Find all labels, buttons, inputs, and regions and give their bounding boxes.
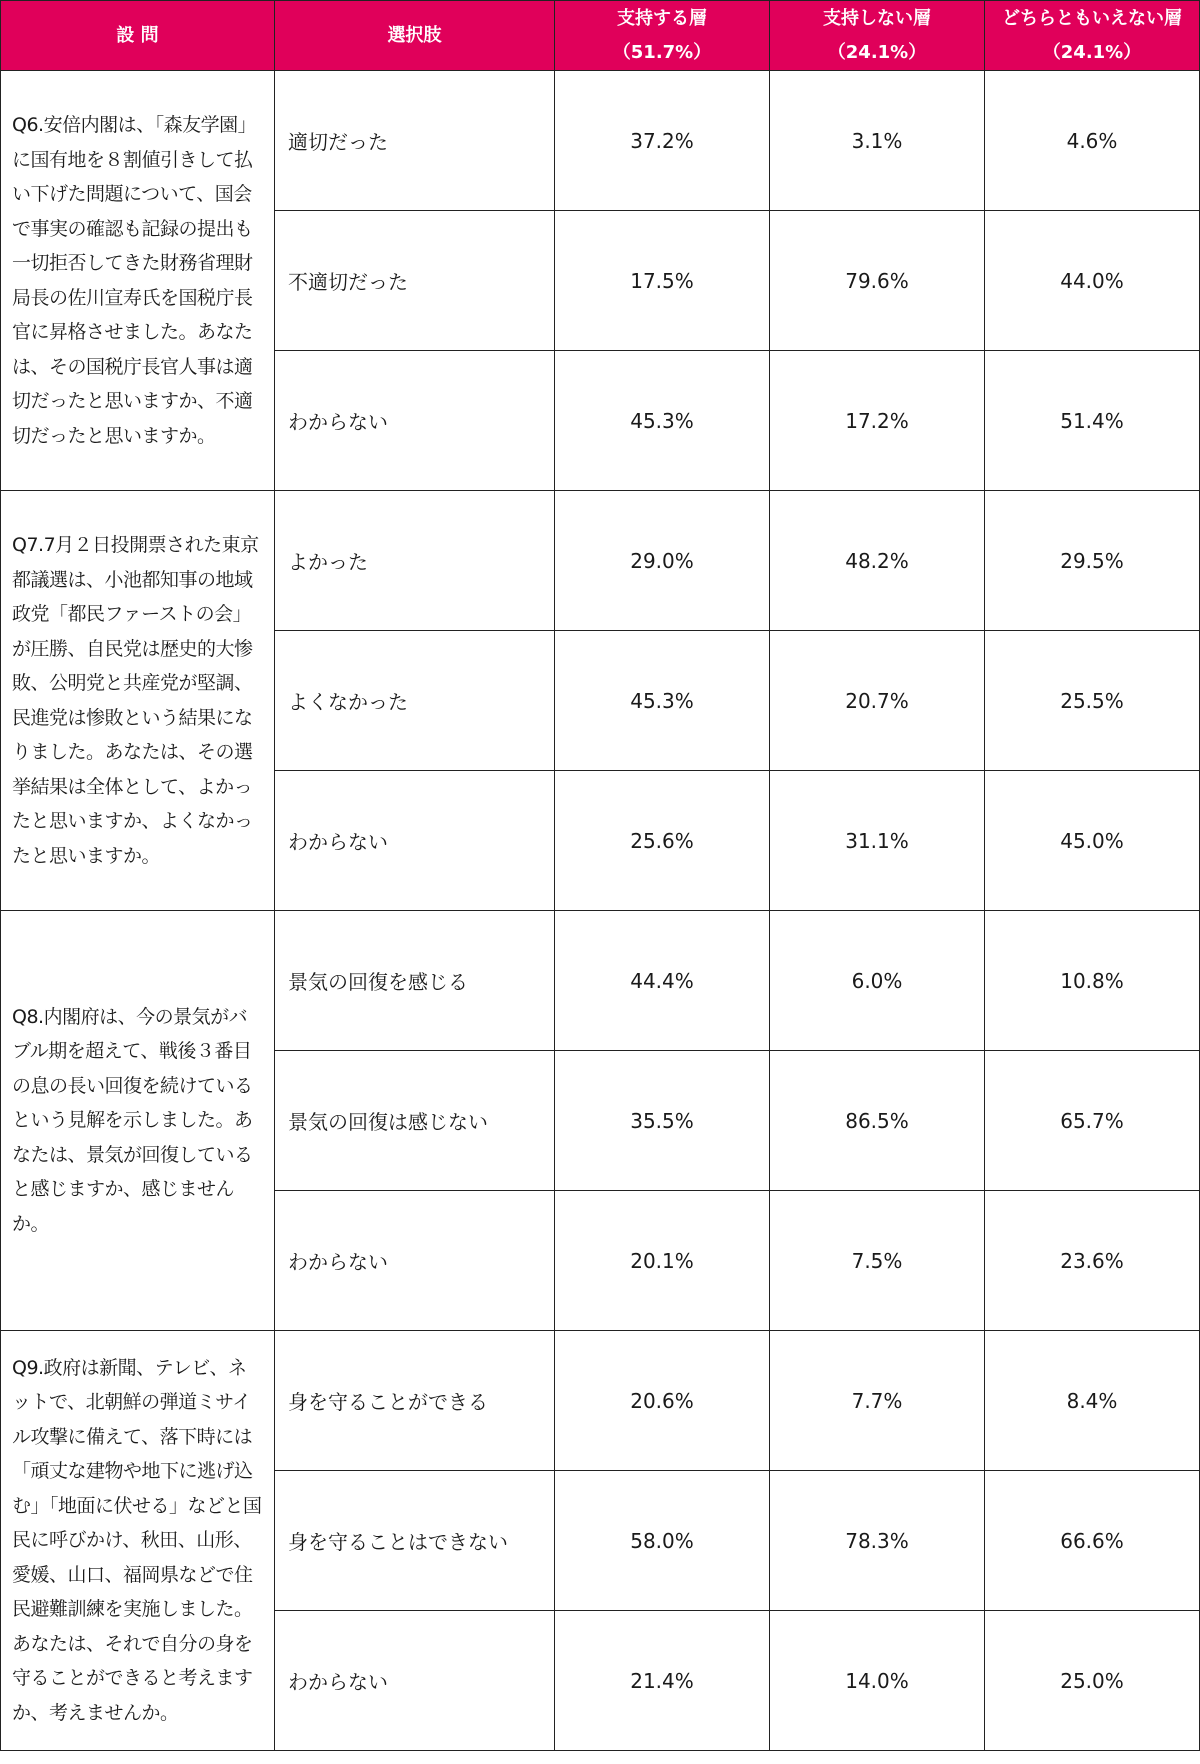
value-cell: 37.2%	[555, 71, 770, 211]
value-cell: 44.4%	[555, 911, 770, 1051]
header-group-label: 支持しない層	[823, 7, 931, 29]
value-cell: 48.2%	[770, 491, 985, 631]
value-cell: 25.0%	[985, 1611, 1200, 1751]
value-cell: 20.6%	[555, 1331, 770, 1471]
value-cell: 29.0%	[555, 491, 770, 631]
option-cell: 身を守ることができる	[275, 1331, 555, 1471]
value-cell: 7.7%	[770, 1331, 985, 1471]
table-row	[1, 1331, 1200, 1471]
option-cell: 不適切だった	[275, 211, 555, 351]
value-cell: 21.4%	[555, 1611, 770, 1751]
value-cell: 65.7%	[985, 1051, 1200, 1191]
value-cell: 4.6%	[985, 71, 1200, 211]
header-group-pct: （51.7%）	[612, 41, 712, 63]
value-cell: 10.8%	[985, 911, 1200, 1051]
value-cell: 79.6%	[770, 211, 985, 351]
value-cell: 7.5%	[770, 1191, 985, 1331]
value-cell: 6.0%	[770, 911, 985, 1051]
value-cell: 31.1%	[770, 771, 985, 911]
question-text: Q9.政府は新聞、テレビ、ネットで、北朝鮮の弾道ミサイル攻撃に備えて、落下時には「頑丈な建物や地下に逃げ込む」「地面に伏せる」などと国民に呼びかけ、秋田、山形、愛媛、山口、福岡県などで住民避難訓練を実施しました。あなたは、それで自分の身を守ることができると考えますか、考えませんか。	[1, 1331, 275, 1751]
value-cell: 17.2%	[770, 351, 985, 491]
header-group-label: どちらともいえない層	[1002, 7, 1182, 29]
question-text: Q7.7月２日投開票された東京都議選は、小池都知事の地域政党「都民ファーストの会」が圧勝、自民党は歴史的大惨敗、公明党と共産党が堅調、民進党は惨敗という結果になりました。あなたは、その選挙結果は全体として、よかったと思いますか、よくなかったと思いますか。	[1, 491, 275, 911]
value-cell: 45.0%	[985, 771, 1200, 911]
value-cell: 3.1%	[770, 71, 985, 211]
value-cell: 44.0%	[985, 211, 1200, 351]
value-cell: 29.5%	[985, 491, 1200, 631]
header-option: 選択肢	[275, 1, 555, 71]
value-cell: 35.5%	[555, 1051, 770, 1191]
header-group-nonsupporters	[770, 1, 985, 71]
value-cell: 66.6%	[985, 1471, 1200, 1611]
value-cell: 17.5%	[555, 211, 770, 351]
header-group-undecided	[985, 1, 1200, 71]
value-cell: 86.5%	[770, 1051, 985, 1191]
option-cell: 身を守ることはできない	[275, 1471, 555, 1611]
value-cell: 20.7%	[770, 631, 985, 771]
header-group-pct: （24.1%）	[827, 41, 927, 63]
option-cell: わからない	[275, 1191, 555, 1331]
option-cell: 景気の回復を感じる	[275, 911, 555, 1051]
option-cell: よくなかった	[275, 631, 555, 771]
value-cell: 23.6%	[985, 1191, 1200, 1331]
header-group-label: 支持する層	[617, 7, 707, 29]
header-group-pct: （24.1%）	[1042, 41, 1142, 63]
value-cell: 45.3%	[555, 351, 770, 491]
value-cell: 8.4%	[985, 1331, 1200, 1471]
value-cell: 78.3%	[770, 1471, 985, 1611]
option-cell: わからない	[275, 771, 555, 911]
option-cell: よかった	[275, 491, 555, 631]
value-cell: 14.0%	[770, 1611, 985, 1751]
header-row	[1, 1, 1200, 71]
question-text: Q6.安倍内閣は、「森友学園」に国有地を８割値引きして払い下げた問題について、国会で事実の確認も記録の提出も一切拒否してきた財務省理財局長の佐川宣寿氏を国税庁長官に昇格させました。あなたは、その国税庁長官人事は適切だったと思いますか、不適切だったと思いますか。	[1, 71, 275, 491]
header-group-supporters	[555, 1, 770, 71]
option-cell: 適切だった	[275, 71, 555, 211]
value-cell: 58.0%	[555, 1471, 770, 1611]
table-row	[1, 911, 1200, 1051]
value-cell: 25.6%	[555, 771, 770, 911]
option-cell: わからない	[275, 351, 555, 491]
header-question: 設 問	[1, 1, 275, 71]
table-row	[1, 71, 1200, 211]
value-cell: 51.4%	[985, 351, 1200, 491]
option-cell: 景気の回復は感じない	[275, 1051, 555, 1191]
option-cell: わからない	[275, 1611, 555, 1751]
table-body	[1, 71, 1200, 1751]
value-cell: 25.5%	[985, 631, 1200, 771]
value-cell: 45.3%	[555, 631, 770, 771]
value-cell: 20.1%	[555, 1191, 770, 1331]
table-row	[1, 491, 1200, 631]
question-text: Q8.内閣府は、今の景気がバブル期を超えて、戦後３番目の息の長い回復を続けているという見解を示しました。あなたは、景気が回復していると感じますか、感じませんか。	[1, 911, 275, 1331]
table-header	[1, 1, 1200, 71]
